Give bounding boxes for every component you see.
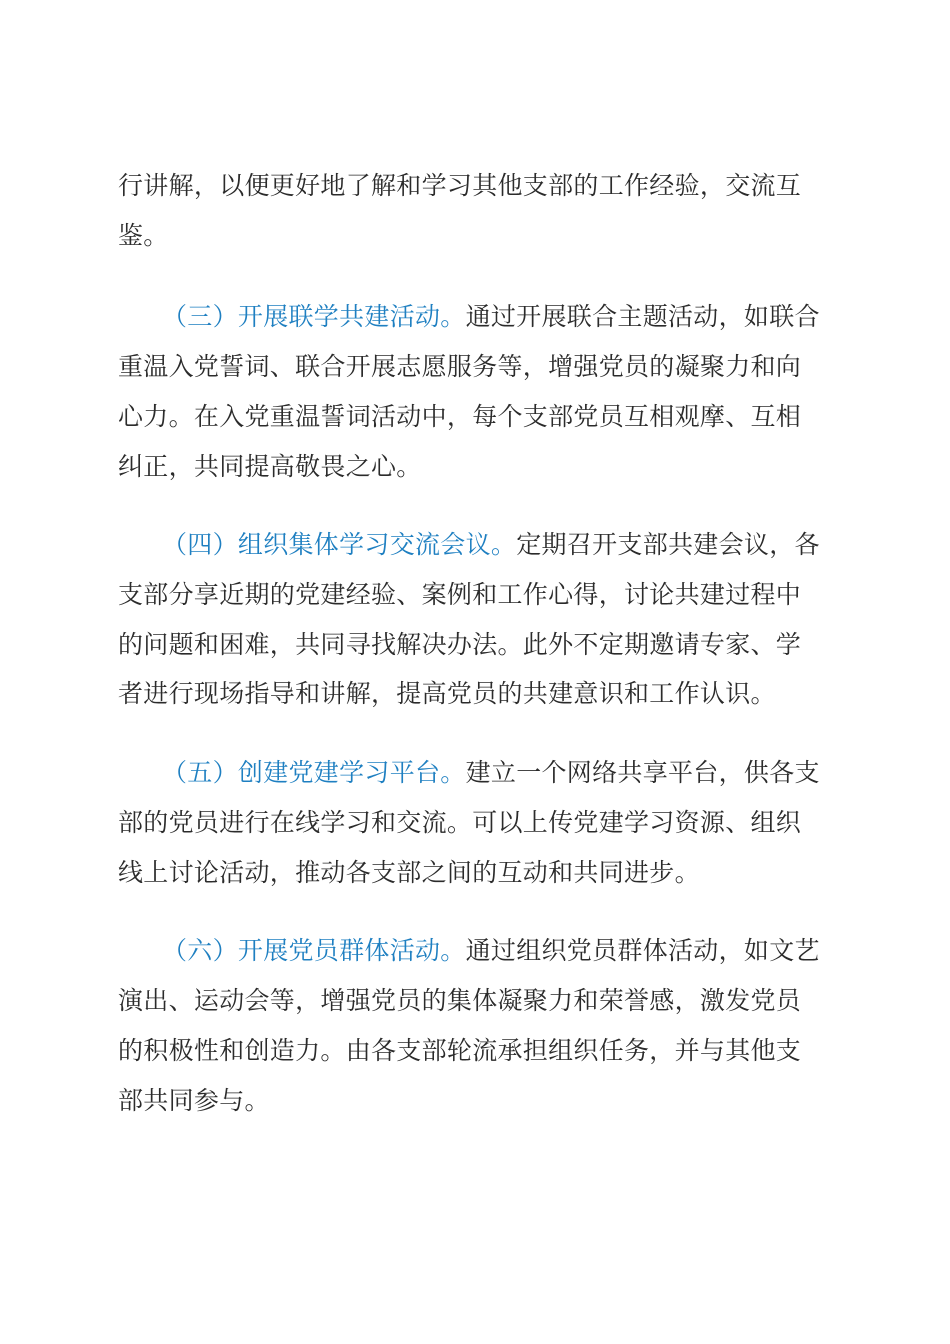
section-5-line-2: 部的党员进行在线学习和交流。可以上传党建学习资源、组织 bbox=[118, 808, 802, 837]
section-4-line-3: 的问题和困难，共同寻找解决办法。此外不定期邀请专家、学 bbox=[118, 630, 802, 659]
intro-line-2: 鉴。 bbox=[118, 221, 169, 250]
section-5-line-3: 线上讨论活动，推动各支部之间的互动和共同进步。 bbox=[118, 858, 700, 887]
section-6-line-3: 的积极性和创造力。由各支部轮流承担组织任务，并与其他支 bbox=[118, 1036, 802, 1065]
section-3-line-3: 心力。在入党重温誓词活动中，每个支部党员互相观摩、互相 bbox=[118, 402, 802, 431]
section-3-line-4: 纠正，共同提高敬畏之心。 bbox=[118, 452, 422, 481]
section-4-line-4: 者进行现场指导和讲解，提高党员的共建意识和工作认识。 bbox=[118, 679, 776, 708]
section-4-line-2: 支部分享近期的党建经验、案例和工作心得，讨论共建过程中 bbox=[118, 580, 802, 609]
intro-line-1: 行讲解，以便更好地了解和学习其他支部的工作经验，交流互 bbox=[118, 171, 802, 200]
section-3-line-2: 重温入党誓词、联合开展志愿服务等，增强党员的凝聚力和向 bbox=[118, 352, 802, 381]
section-4-heading: （四）组织集体学习交流会议。 bbox=[162, 530, 517, 559]
section-6-heading: （六）开展党员群体活动。 bbox=[162, 936, 466, 965]
section-4-first-line-text: 定期召开支部共建会议，各 bbox=[516, 530, 820, 559]
section-5-first-line bbox=[162, 757, 820, 789]
section-6-line-4: 部共同参与。 bbox=[118, 1086, 270, 1115]
section-4-first-line bbox=[162, 529, 820, 561]
section-6-line-2: 演出、运动会等，增强党员的集体凝聚力和荣誉感，激发党员 bbox=[118, 986, 802, 1015]
section-5-heading: （五）创建党建学习平台。 bbox=[162, 758, 466, 787]
section-6-first-line-text: 通过组织党员群体活动，如文艺 bbox=[465, 936, 820, 965]
section-6-first-line bbox=[162, 935, 820, 967]
section-5-first-line-text: 建立一个网络共享平台，供各支 bbox=[465, 758, 820, 787]
section-3-first-line bbox=[162, 301, 820, 333]
section-3-heading: （三）开展联学共建活动。 bbox=[162, 302, 466, 331]
section-3-first-line-text: 通过开展联合主题活动，如联合 bbox=[465, 302, 820, 331]
